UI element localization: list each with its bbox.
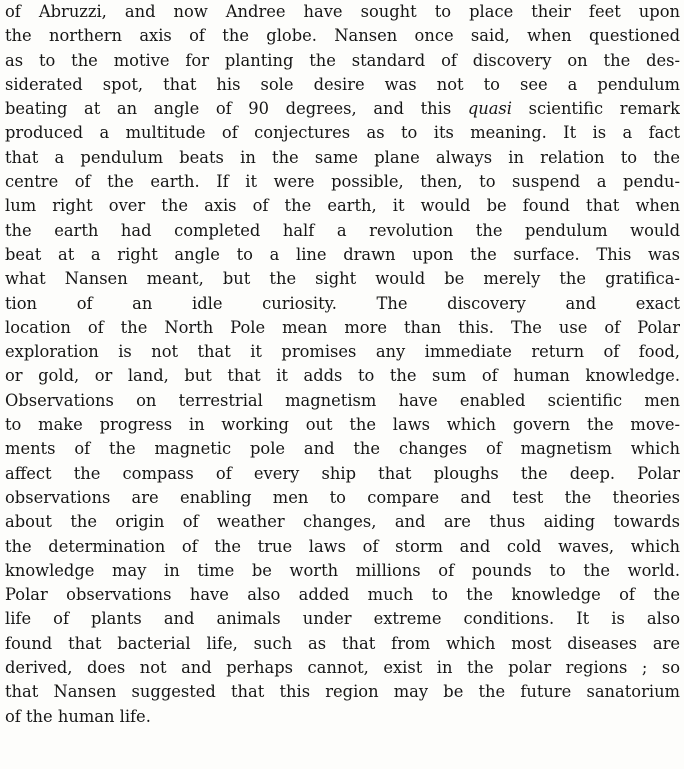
text-line bbox=[5, 462, 680, 486]
line-text: found that bacterial life, such as that from which most diseases are bbox=[5, 633, 680, 653]
text-line bbox=[5, 316, 680, 340]
text-line bbox=[5, 705, 680, 729]
text-line bbox=[5, 680, 680, 704]
text-line bbox=[5, 97, 680, 121]
line-text: of the human life. bbox=[5, 706, 151, 726]
line-text: tion of an idle curiosity. The discovery and exact bbox=[5, 293, 680, 313]
line-text: siderated spot, that his sole desire was not to see a pendulum bbox=[5, 74, 680, 94]
text-line bbox=[5, 219, 680, 243]
line-text: the northern axis of the globe. Nansen once said, when questioned bbox=[5, 26, 680, 46]
italic-word: quasi bbox=[467, 99, 512, 119]
text-line bbox=[5, 535, 680, 559]
line-text: the earth had completed half a revolution the pendulum would bbox=[5, 220, 680, 240]
line-text: affect the compass of every ship that ploughs the deep. Polar bbox=[5, 463, 680, 483]
text-line bbox=[5, 194, 680, 218]
line-text: Polar observations have also added much to the knowledge of the bbox=[5, 585, 680, 605]
line-text: the determination of the true laws of storm and cold waves, which bbox=[5, 536, 680, 556]
text-line bbox=[5, 49, 680, 73]
text-line bbox=[5, 486, 680, 510]
line-text: observations are enabling men to compare and test the theories bbox=[5, 487, 680, 507]
text-line bbox=[5, 146, 680, 170]
line-text: derived, does not and perhaps cannot, exist in the polar regions ; so bbox=[5, 658, 680, 678]
text-line bbox=[5, 559, 680, 583]
line-text: beating at an angle of 90 degrees, and this bbox=[5, 99, 468, 119]
text-line bbox=[5, 0, 680, 24]
text-line bbox=[5, 389, 680, 413]
line-text: life of plants and animals under extreme conditions. It is also bbox=[5, 609, 680, 629]
line-text: Observations on terrestrial magnetism have enabled scientific men bbox=[5, 390, 680, 410]
text-line bbox=[5, 607, 680, 631]
line-text: centre of the earth. If it were possible, then, to suspend a pendu- bbox=[5, 172, 680, 192]
line-text: about the origin of weather changes, and are thus aiding towards bbox=[5, 512, 680, 532]
text-line bbox=[5, 364, 680, 388]
text-line bbox=[5, 292, 680, 316]
line-text: lum right over the axis of the earth, it would be found that when bbox=[5, 196, 680, 216]
line-text: ments of the magnetic pole and the changes of magnetism which bbox=[5, 439, 680, 459]
line-text-continued: scientific remark bbox=[512, 99, 680, 119]
text-line bbox=[5, 121, 680, 145]
article-paragraph bbox=[5, 0, 680, 729]
text-line bbox=[5, 413, 680, 437]
text-line bbox=[5, 340, 680, 364]
line-text: what Nansen meant, but the sight would be merely the gratifica- bbox=[5, 269, 680, 289]
text-line bbox=[5, 73, 680, 97]
text-line bbox=[5, 243, 680, 267]
text-line bbox=[5, 656, 680, 680]
text-line bbox=[5, 510, 680, 534]
line-text: location of the North Pole mean more than this. The use of Polar bbox=[5, 317, 680, 337]
line-text: of Abruzzi, and now Andree have sought to place their feet upon bbox=[5, 2, 680, 21]
text-line bbox=[5, 632, 680, 656]
text-line bbox=[5, 267, 680, 291]
line-text: that Nansen suggested that this region may be the future sanatorium bbox=[5, 682, 680, 702]
text-line bbox=[5, 170, 680, 194]
line-text: or gold, or land, but that it adds to the sum of human knowledge. bbox=[5, 366, 680, 386]
line-text: produced a multitude of conjectures as to its meaning. It is a fact bbox=[5, 123, 680, 143]
text-line bbox=[5, 24, 680, 48]
line-text: as to the motive for planting the standard of discovery on the des- bbox=[5, 50, 680, 70]
text-line bbox=[5, 437, 680, 461]
line-text: exploration is not that it promises any immediate return of food, bbox=[5, 342, 680, 362]
line-text: beat at a right angle to a line drawn upon the surface. This was bbox=[5, 244, 680, 264]
line-text: knowledge may in time be worth millions of pounds to the world. bbox=[5, 560, 680, 580]
line-text: to make progress in working out the laws which govern the move- bbox=[5, 415, 680, 435]
text-line bbox=[5, 583, 680, 607]
line-text: that a pendulum beats in the same plane always in relation to the bbox=[5, 147, 680, 167]
